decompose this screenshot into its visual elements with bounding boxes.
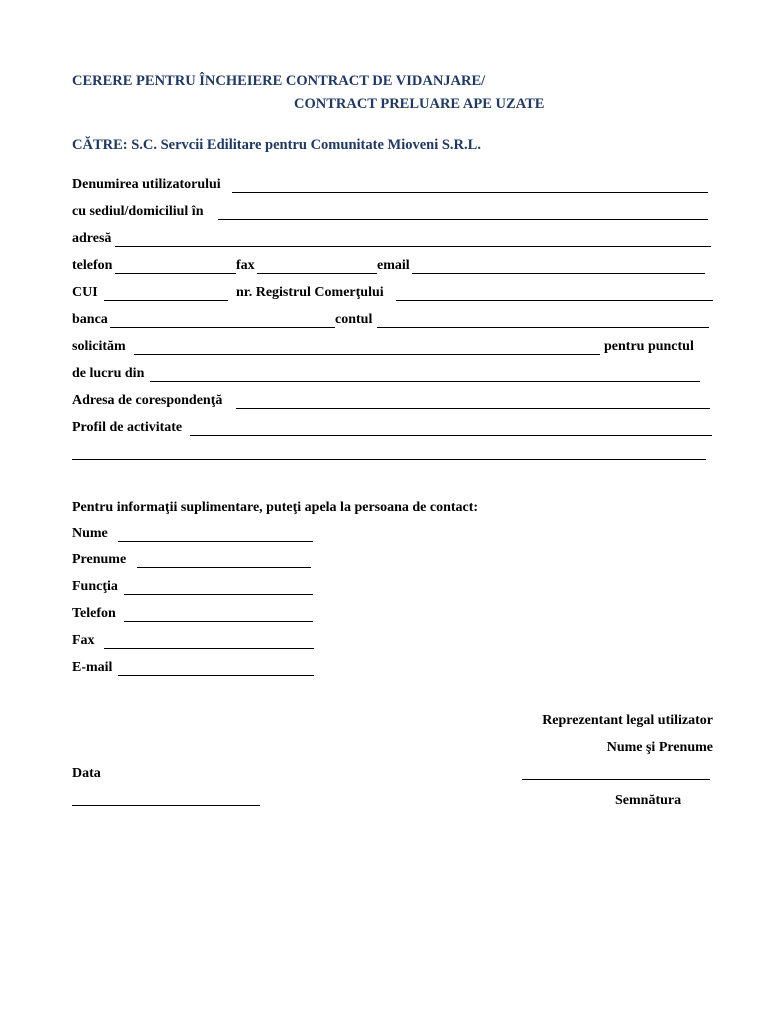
line-contact-nume[interactable]	[118, 541, 313, 542]
line-banca[interactable]	[110, 327, 335, 328]
label-de-lucru: de lucru din	[72, 366, 145, 381]
label-email: email	[377, 258, 410, 273]
representative-label: Reprezentant legal utilizator	[542, 713, 713, 728]
line-contact-functia[interactable]	[124, 594, 313, 595]
label-registru: nr. Registrul Comerţului	[236, 285, 384, 300]
label-fax: fax	[236, 258, 255, 273]
line-telefon[interactable]	[115, 273, 236, 274]
label-profil: Profil de activitate	[72, 420, 183, 435]
line-cui[interactable]	[104, 300, 228, 301]
line-contul[interactable]	[377, 327, 709, 328]
label-contact-functia: Funcţia	[72, 579, 118, 594]
line-sediu[interactable]	[218, 219, 708, 220]
label-contact-nume: Nume	[72, 526, 108, 541]
label-contact-prenume: Prenume	[72, 552, 127, 567]
name-signature-line[interactable]	[522, 779, 710, 780]
line-adresa[interactable]	[115, 246, 711, 247]
line-contact-prenume[interactable]	[137, 567, 311, 568]
label-telefon: telefon	[72, 258, 113, 273]
label-adresa: adresă	[72, 231, 112, 246]
label-contact-fax: Fax	[72, 633, 95, 648]
line-contact-fax[interactable]	[104, 648, 314, 649]
label-cui: CUI	[72, 285, 98, 300]
line-de-lucru[interactable]	[150, 381, 700, 382]
label-sediu: cu sediul/domiciliul în	[72, 204, 204, 219]
line-contact-email[interactable]	[118, 675, 314, 676]
recipient-line: CĂTRE: S.C. Servcii Edilitare pentru Comunitate Mioveni S.R.L.	[72, 137, 481, 153]
label-contact-email: E-mail	[72, 660, 113, 675]
line-email[interactable]	[412, 273, 705, 274]
label-contact-telefon: Telefon	[72, 606, 116, 621]
form-title-line-1: CERERE PENTRU ÎNCHEIERE CONTRACT DE VIDANJARE/	[72, 73, 486, 89]
signature-label: Semnătura	[615, 793, 682, 808]
line-registru[interactable]	[396, 300, 713, 301]
label-banca: banca	[72, 312, 108, 327]
line-corespondenta[interactable]	[236, 408, 710, 409]
label-contul: contul	[335, 312, 373, 327]
label-denumirea: Denumirea utilizatorului	[72, 177, 221, 192]
line-contact-telefon[interactable]	[124, 621, 313, 622]
date-line[interactable]	[72, 805, 260, 806]
date-label: Data	[72, 766, 101, 781]
label-pentru-punctul: pentru punctul	[604, 339, 694, 354]
label-solicitam: solicităm	[72, 339, 126, 354]
name-surname-label: Nume şi Prenume	[606, 740, 713, 755]
line-profil-continuation[interactable]	[72, 459, 706, 460]
form-title-line-2: CONTRACT PRELUARE APE UZATE	[294, 96, 545, 112]
label-corespondenta: Adresa de corespondenţă	[72, 393, 223, 408]
line-solicitam[interactable]	[134, 354, 600, 355]
line-profil[interactable]	[190, 435, 712, 436]
line-fax[interactable]	[257, 273, 377, 274]
contact-intro: Pentru informaţii suplimentare, puteţi apela la persoana de contact:	[72, 500, 479, 515]
line-denumirea[interactable]	[232, 192, 708, 193]
